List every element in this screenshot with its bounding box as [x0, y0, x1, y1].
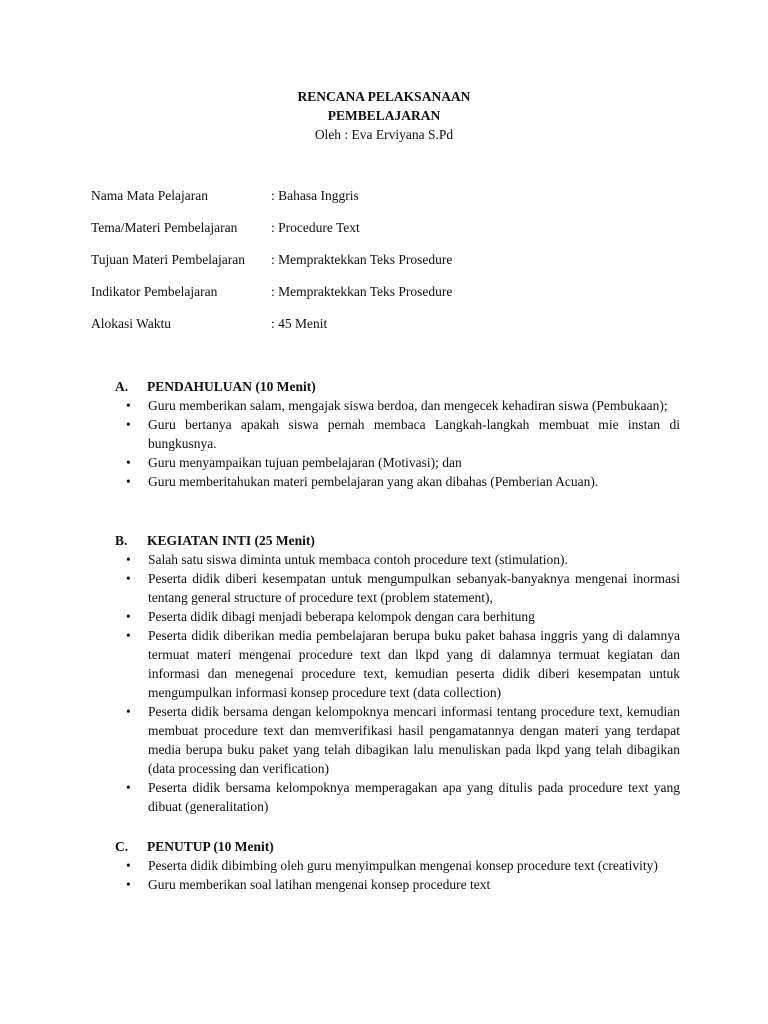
bullet-icon: •: [126, 780, 131, 795]
list-item: [115, 875, 680, 894]
list-item-text: Guru memberitahukan materi pembelajaran yang akan dibahas (Pemberian Acuan).: [148, 474, 599, 489]
list-item: [115, 778, 680, 816]
list-item-text: Peserta didik diberikan media pembelajaran berupa buku paket bahasa inggris yang di dalamnya termuat materi mengenai procedure text dan lkpd yang di dalamnya termuat kegiatan dan informasi dan menegenai procedure text, kemudian peserta didik diberi kesempatan untuk mengumpulkan informasi konsep procedure text (data collection): [148, 628, 680, 700]
lesson-info-table: [91, 186, 691, 346]
info-value: : Bahasa Inggris: [271, 188, 359, 203]
list-item: [115, 550, 680, 569]
section-title: PENDAHULUAN (10 Menit): [147, 379, 316, 394]
bullet-icon: •: [126, 858, 131, 873]
section-penutup: [115, 837, 680, 894]
section-letter: C.: [115, 839, 129, 854]
info-value: : Mempraktekkan Teks Prosedure: [271, 252, 453, 267]
section-pendahuluan: [115, 377, 680, 491]
author-line: Oleh : Eva Erviyana S.Pd: [314, 127, 454, 142]
bullet-icon: •: [126, 398, 131, 413]
list-item: [115, 396, 680, 415]
info-value: : Procedure Text: [271, 220, 360, 235]
info-label: Tujuan Materi Pembelajaran: [91, 252, 245, 267]
list-item-text: Guru menyampaikan tujuan pembelajaran (Motivasi); dan: [148, 455, 462, 470]
list-item: [115, 702, 680, 778]
list-item-text: Peserta didik dibagi menjadi beberapa kelompok dengan cara berhitung: [148, 609, 535, 624]
list-item-text: Peserta didik diberi kesempatan untuk mengumpulkan sebanyak-banyaknya mengenai inormasi tentang general structure of procedure text (problem statement),: [148, 571, 680, 605]
bullet-icon: •: [126, 628, 131, 643]
bullet-list: [115, 396, 680, 491]
bullet-list: [115, 550, 680, 816]
document-title-block: [0, 87, 768, 144]
info-value: : Mempraktekkan Teks Prosedure: [271, 284, 453, 299]
info-row-indicator: [91, 282, 691, 314]
list-item: [115, 453, 680, 472]
info-label: Alokasi Waktu: [91, 316, 172, 331]
list-item-text: Salah satu siswa diminta untuk membaca contoh procedure text (stimulation).: [148, 552, 568, 567]
list-item: [115, 856, 680, 875]
bullet-icon: •: [126, 552, 131, 567]
list-item: [115, 607, 680, 626]
list-item-text: Peserta didik dibimbing oleh guru menyimpulkan mengenai konsep procedure text (creativity): [148, 858, 658, 873]
section-heading: [115, 377, 680, 396]
bullet-icon: •: [126, 474, 131, 489]
info-value: : 45 Menit: [271, 316, 328, 331]
bullet-icon: •: [126, 455, 131, 470]
bullet-list: [115, 856, 680, 894]
list-item-text: Guru memberikan salam, mengajak siswa berdoa, dan mengecek kehadiran siswa (Pembukaan);: [148, 398, 668, 413]
title-line-2: PEMBELAJARAN: [327, 108, 441, 123]
bullet-icon: •: [126, 877, 131, 892]
section-kegiatan-inti: [115, 531, 680, 816]
list-item: [115, 415, 680, 453]
info-row-time: [91, 314, 691, 346]
info-row-theme: [91, 218, 691, 250]
list-item-text: Guru bertanya apakah siswa pernah membaca Langkah-langkah membuat mie instan di bungkusnya.: [148, 417, 680, 451]
list-item: [115, 569, 680, 607]
section-title: KEGIATAN INTI (25 Menit): [147, 533, 315, 548]
info-row-objective: [91, 250, 691, 282]
section-letter: B.: [115, 533, 128, 548]
info-label: Nama Mata Pelajaran: [91, 188, 208, 203]
section-heading: [115, 531, 680, 550]
bullet-icon: •: [126, 704, 131, 719]
bullet-icon: •: [126, 609, 131, 624]
info-row-subject: [91, 186, 691, 218]
bullet-icon: •: [126, 417, 131, 432]
list-item: [115, 626, 680, 702]
title-line-1: RENCANA PELAKSANAAN: [297, 89, 471, 104]
section-heading: [115, 837, 680, 856]
list-item: [115, 472, 680, 491]
info-label: Indikator Pembelajaran: [91, 284, 218, 299]
list-item-text: Peserta didik bersama kelompoknya memperagakan apa yang ditulis pada procedure text yang dibuat (generalitation): [148, 780, 680, 814]
bullet-icon: •: [126, 571, 131, 586]
list-item-text: Guru memberikan soal latihan mengenai konsep procedure text: [148, 877, 491, 892]
section-title: PENUTUP (10 Menit): [147, 839, 274, 854]
info-label: Tema/Materi Pembelajaran: [91, 220, 238, 235]
section-letter: A.: [115, 379, 129, 394]
list-item-text: Peserta didik bersama dengan kelompoknya mencari informasi tentang procedure text, kemudian membuat procedure text dan memverifikasi hasil pengamatannya dengan materi yang terdapat media berupa buku paket yang telah dibagikan lalu menuliskan pada lkpd yang telah dibagikan (data processing dan verification): [148, 704, 680, 776]
